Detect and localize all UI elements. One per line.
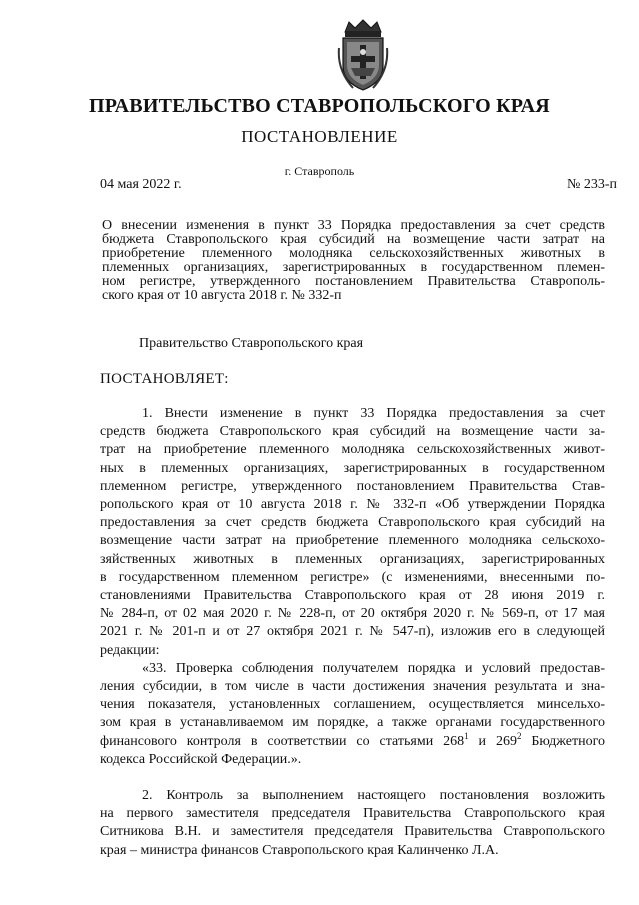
quote-line: ления субсидии, в том числе в части достижения значения результата и зна- — [100, 679, 605, 695]
body-line: предоставления за счет средств бюджета Ставропольского края субсидий на — [100, 515, 605, 531]
body-line: № 284-п, от 02 мая 2020 г. № 228-п, от 20 октября 2020 г. № 569-п, от 17 мая — [100, 606, 605, 622]
quote-line: «33. Проверка соблюдения получателем порядка и условий предостав- — [142, 660, 605, 676]
document-number: № 233-п — [566, 177, 617, 192]
document-type: ПОСТАНОВЛЕНИЕ — [241, 127, 398, 146]
body-line: ропольского края от 10 августа 2018 г. № 332-п «Об утверждении Порядка — [100, 497, 605, 513]
city-label: г. Ставрополь — [284, 164, 355, 178]
body-line: средств бюджета Ставропольского края субсидий на возмещение части за- — [100, 424, 605, 440]
heading-line: ского края от 10 августа 2018 г. № 332-п — [102, 288, 342, 303]
quote-text: и 269 — [468, 733, 517, 749]
heading-line: О внесении изменения в пункт 33 Порядка предоставления за счет средств — [102, 218, 605, 233]
preamble: Правительство Ставропольского края — [139, 336, 364, 351]
quote-line: чения показателя, установленных соглашением, осуществляется минсельхо- — [100, 697, 605, 713]
body-line: зяйственных животных в племенных организациях, зарегистрированных — [100, 551, 605, 567]
document-date: 04 мая 2022 г. — [100, 177, 182, 192]
body-line: Ситникова В.Н. и заместителя председателя Правительства Ставропольского — [100, 824, 605, 840]
body-line: племенном регистре, утвержденного постановлением Правительства Став- — [100, 478, 605, 494]
paragraph-2 — [100, 787, 605, 860]
body-line: 1. Внести изменение в пункт 33 Порядка предоставления за счет — [142, 406, 605, 421]
body-line: на первого заместителя председателя Правительства Ставропольского края — [100, 806, 605, 822]
quote-line — [100, 730, 605, 751]
body-line: редакции: — [100, 642, 160, 658]
coat-of-arms-emblem — [337, 18, 389, 92]
body-line: возмещение части затрат на приобретение племенного молодняка сельскохо- — [100, 533, 605, 549]
heading-line: приобретение племенного молодняка сельскохозяйственных животных в — [102, 246, 605, 261]
decree-word: ПОСТАНОВЛЯЕТ: — [100, 371, 229, 387]
body-line: края – министра финансов Ставропольского края Калинченко Л.А. — [100, 842, 499, 858]
body-line: в государственном племенном регистре» (с изменениями, внесенными по- — [100, 569, 605, 585]
heading-line: племенных организациях, зарегистрированных в государственном племен- — [102, 260, 605, 275]
quote-text: финансового контроля в соответствии со статьями 268 — [100, 733, 465, 749]
superscript: 1 — [464, 730, 469, 741]
quoted-new-wording — [100, 660, 605, 769]
heading-line: ном регистре, утвержденного постановлением Правительства Ставрополь- — [102, 274, 605, 289]
paragraph-1 — [100, 405, 605, 660]
quote-line: кодекса Российской Федерации.». — [100, 751, 302, 767]
document-heading — [102, 219, 605, 303]
government-title: ПРАВИТЕЛЬСТВО СТАВРОПОЛЬСКОГО КРАЯ — [89, 95, 550, 117]
document-body — [100, 405, 605, 860]
body-line: становлениями Правительства Ставропольского края от 28 июня 2019 г. — [100, 588, 605, 604]
body-line: трат на приобретение племенного молодняка сельскохозяйственных живот- — [100, 442, 605, 458]
heading-line: бюджета Ставропольского края субсидий на возмещение части затрат на — [102, 232, 605, 247]
body-line: 2. Контроль за выполнением настоящего постановления возложить — [142, 788, 605, 804]
quote-text: Бюджетного — [521, 733, 605, 749]
body-line: ных в племенных организациях, зарегистрированных в государственном — [100, 460, 605, 476]
body-line: 2021 г. № 201-п и от 27 октября 2021 г. № 547-п), изложив его в следующей — [100, 624, 605, 640]
quote-line: зом края в устанавливаемом им порядке, а также органами государственного — [100, 715, 605, 731]
superscript: 2 — [516, 730, 522, 741]
